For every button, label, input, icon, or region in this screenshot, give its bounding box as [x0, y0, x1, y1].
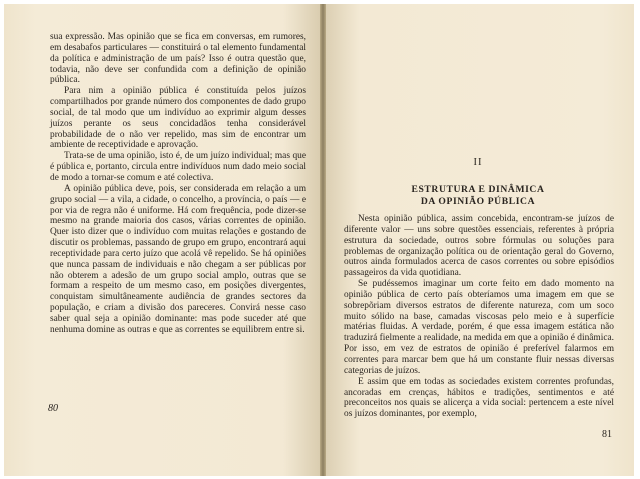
book-spine	[320, 4, 326, 476]
chapter-title	[322, 184, 634, 208]
chapter-title-line-1: ESTRUTURA E DINÂMICA	[411, 184, 545, 195]
open-book	[4, 4, 634, 476]
left-page	[4, 4, 322, 476]
paragraph: sua expressão. Mas opinião que se fica em conversas, em rumores, em desabafos particulares — constituirá o tal elemento fundamental da política e administração de um país? Isso é outra questão que, todavia, não deve ser confundida com a definição de opinião pública.	[50, 32, 306, 86]
page-number-left: 80	[48, 403, 58, 414]
paragraph: A opinião pública deve, pois, ser considerada em relação a um grupo social — a vila, a cidade, o concelho, a província, o país — e por via de regra não é uniforme. Há com frequência, pode dizer-se mesmo na grande maioria dos casos, várias correntes de opinião. Quer isto dizer que o indivíduo com muitas relações e gostando de discutir os problemas, passando de grupo em grupo, encontrará aqui receptividade para certo juízo que acolá vê repelido. Se há opiniões que nunca passam de individuais e não chegam a ser públicas por não obterem a adesão de um grupo social amplo, outras que se formam a respeito de um mesmo caso, em posições divergentes, conquistam simultâneamente audiência de grandes sectores da população, e criam a divisão dos pareceres. Convirá nesse caso saber qual seja a opinião dominante: mas pode suceder até que nenhuma domine as outras e que as correntes se equilibrem entre si.	[50, 183, 306, 335]
chapter-number: II	[473, 157, 483, 168]
paragraph: Para nim a opinião pública é constituída pelos juízos compartilhados por grande número dos componentes de dado grupo social, de tal modo que um indivíduo ao exprimir algum desses juízos perante os seus concidadãos tenha considerável probabilidade de o não ver repelido, mas sim de encontrar um ambiente de receptividade e aprovação.	[50, 86, 306, 151]
chapter-title-line-2: DA OPINIÃO PÚBLICA	[420, 196, 536, 207]
paragraph: Nesta opinião pública, assim concebida, encontram-se juízos de diferente valor — uns sobre questões essenciais, referentes à própria estrutura da sociedade, outros sobre fórmulas ou soluções para problemas de organização política ou de orientação geral do Governo, outros ainda formulados acerca de casos correntes ou sobre episódios passageiros da vida quotidiana.	[344, 214, 614, 279]
right-page	[322, 4, 634, 476]
right-page-text	[344, 214, 614, 420]
paragraph: E assim que em todas as sociedades existem correntes profundas, ancoradas em crenças, hábitos e tradições, sentimentos e até preconceitos nos quais se alicerça a vida social: pertencem a este nível os juízos dominantes, por exemplo,	[344, 376, 614, 420]
page-number-right: 81	[602, 429, 612, 440]
paragraph: Trata-se de uma opinião, isto é, de um juízo individual; mas que é pública e, portanto, circula entre indivíduos num dado meio social de modo a tornar-se comum e até colectiva.	[50, 151, 306, 183]
left-page-text	[50, 32, 306, 336]
paragraph: Se pudéssemos imaginar um corte feito em dado momento na opinião pública de certo país obteríamos uma imagem em que se sobrepõriam diversos estratos de diferente natureza, com um soco muito sólido na base, camadas viscosas pelo meio e à superfície matérias fluidas. A verdade, porém, é que essa imagem estática não traduzirá fielmente a realidade, na medida em que a opinião é dinâmica. Por isso, em vez de estratos de opinião é preferível falarmos em correntes para marcar bem que há um constante fluir nessas diversas categorias de juízos.	[344, 279, 614, 376]
